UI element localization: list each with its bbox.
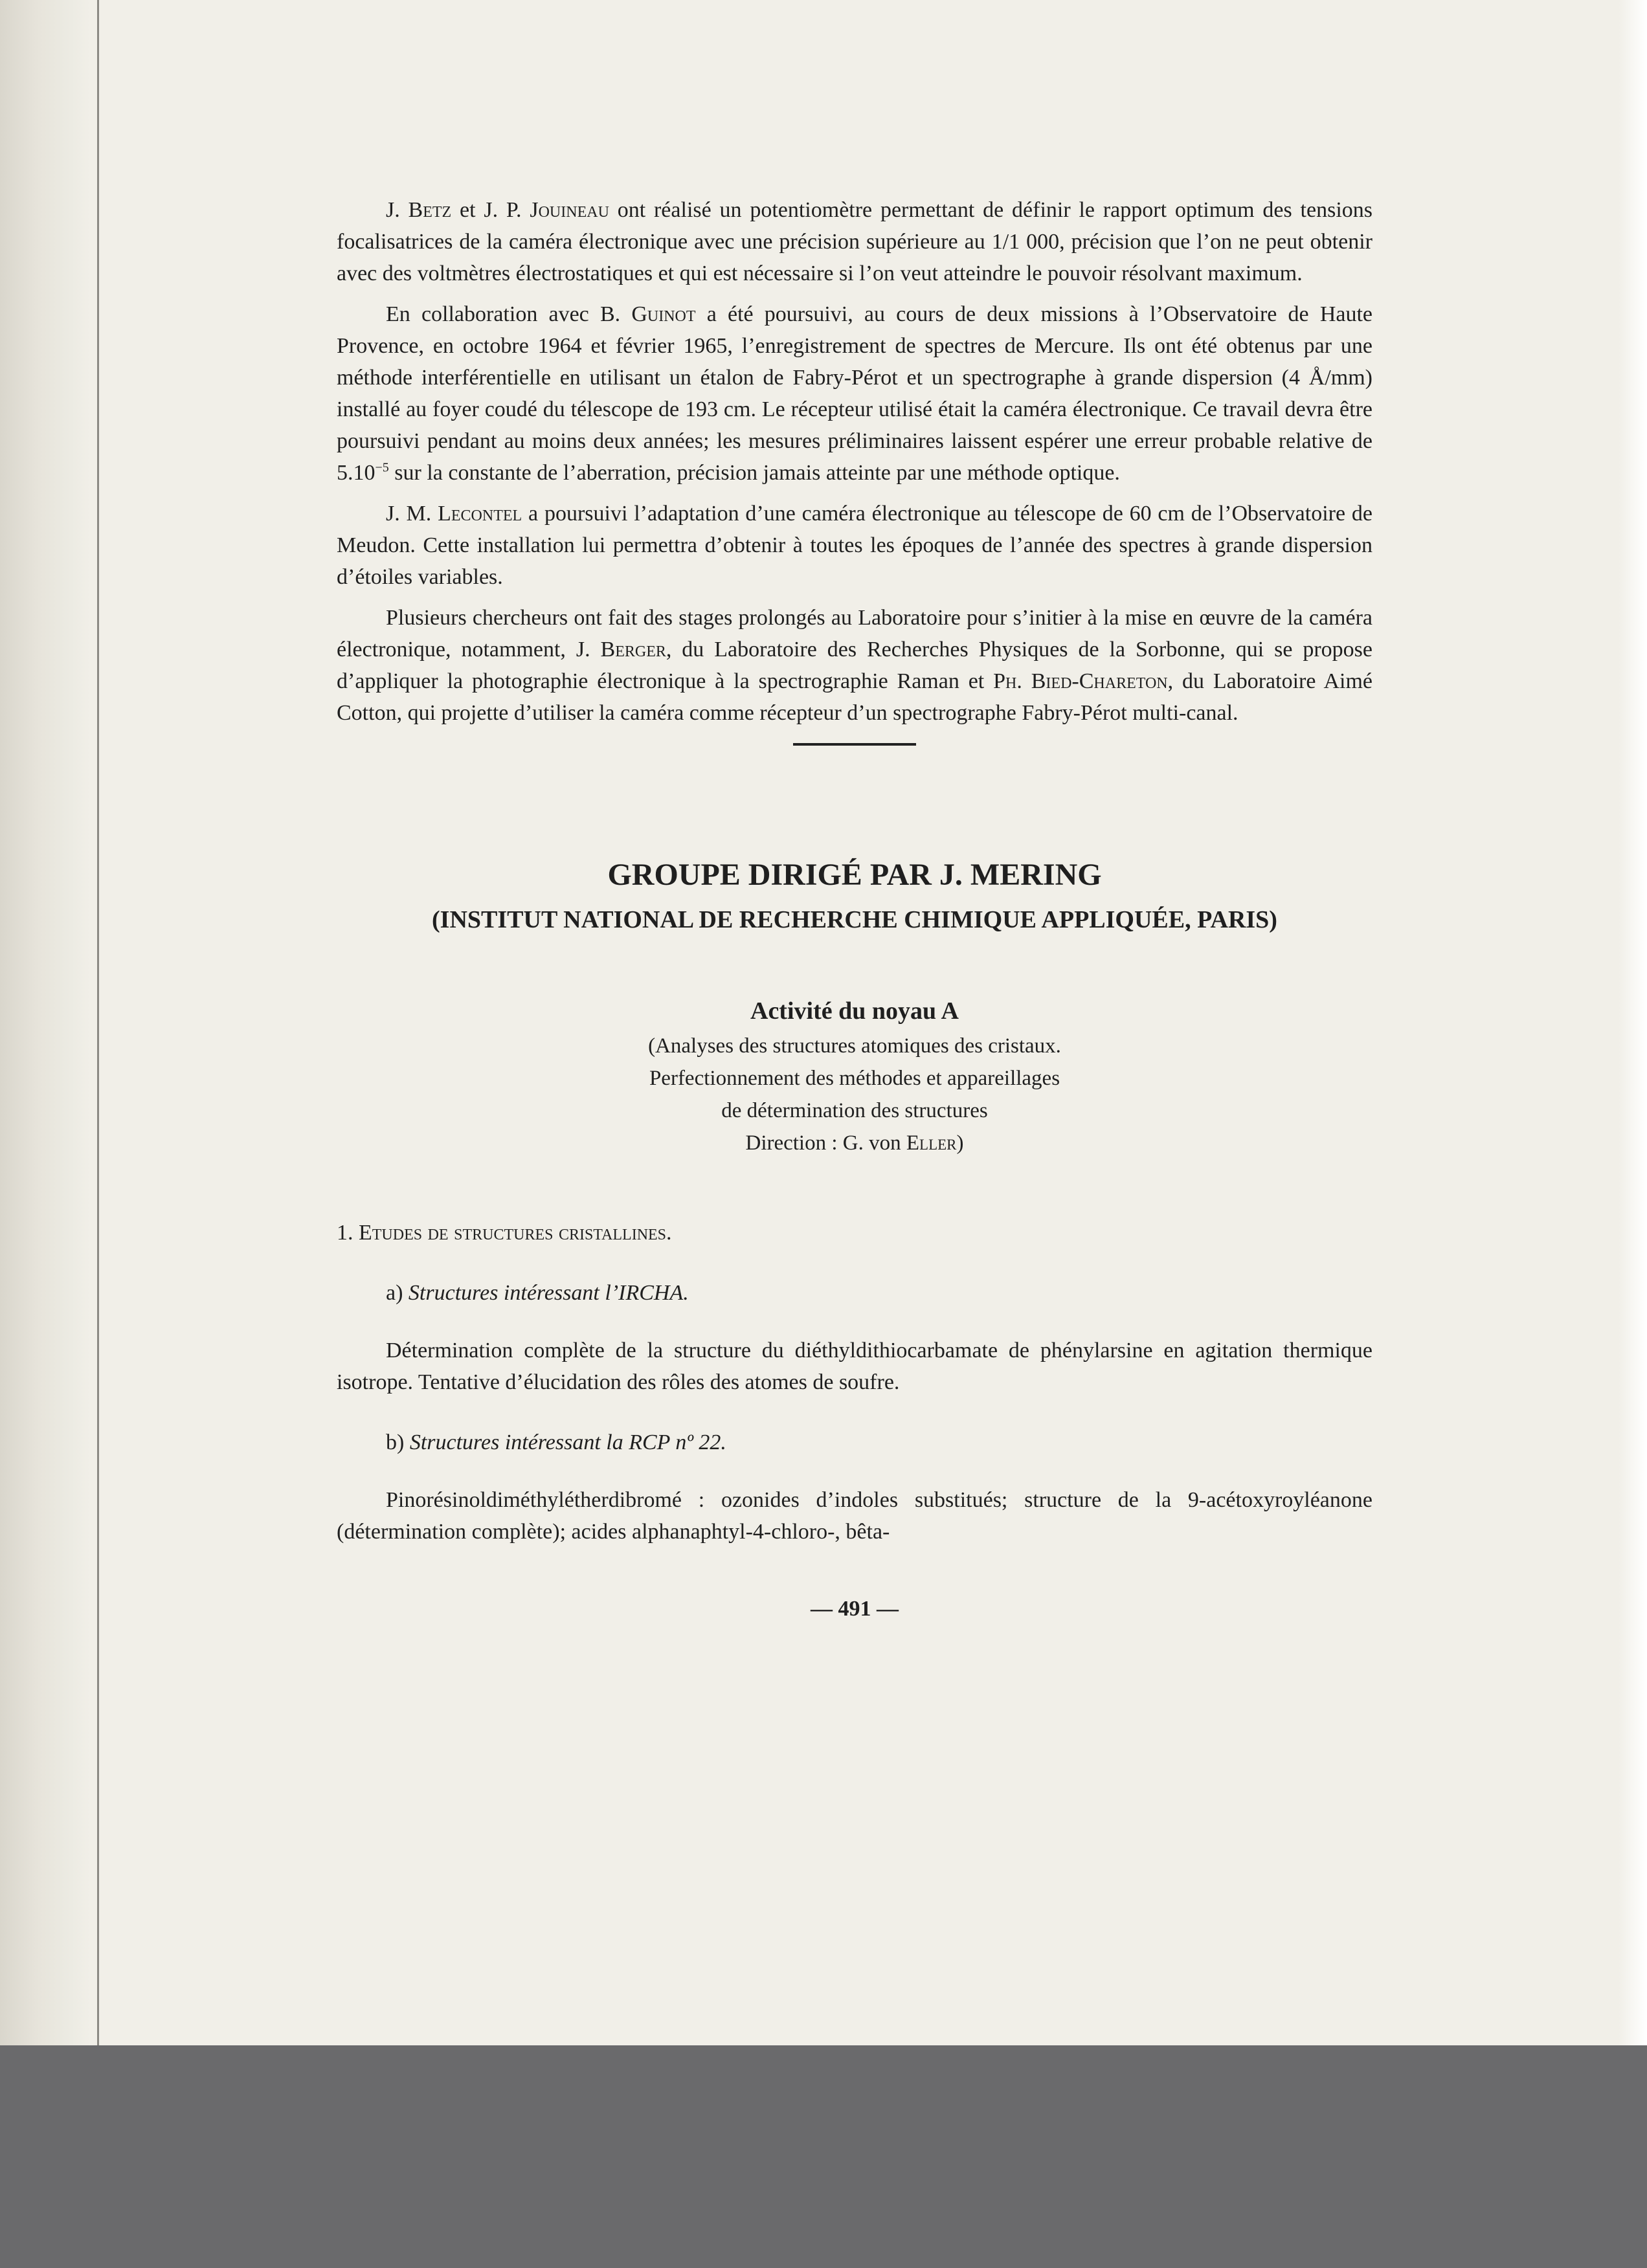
author-name: J. Berger xyxy=(576,638,666,662)
page-fold-shadow xyxy=(0,0,91,2045)
institute-name: (INSTITUT NATIONAL DE RECHERCHE CHIMIQUE APPLIQUÉE, PARIS) xyxy=(432,906,1277,933)
section-heading: 1. Etudes de structures cristallines. xyxy=(337,1221,672,1245)
paragraph-lecontel: J. M. Lecontel a poursuivi l’adaptation d’une caméra électronique au télescope de 60 cm de l’Observatoire de Meudon. Cette installation lui permettra d’obtenir à toutes les époques de l’année des spectres à grande dispersion d’étoiles variables. xyxy=(337,502,1372,589)
subsection-b-body: Pinorésinoldiméthylétherdibromé : ozonides d’indoles substitués; structure de la 9-acétoxyroyléanone (détermination complète); acides alphanaphtyl-4-chloro-, bêta- xyxy=(337,1488,1372,1544)
nucleus-description-line: Perfectionnement des méthodes et appareillages xyxy=(649,1067,1060,1090)
subsection-b-heading: b) Structures intéressant la RCP nº 22. xyxy=(386,1430,726,1454)
paragraph-betz-jouineau: J. Betz et J. P. Jouineau ont réalisé un potentiomètre permettant de définir le rapport optimum des tensions focalisatrices de la caméra électronique avec une précision supérieure au 1/1 000, précision que l’on ne peut obtenir avec des voltmètres électrostatiques et qui est nécessaire si l’on veut atteindre le pouvoir résolvant maximum. xyxy=(337,198,1373,285)
director-name: Eller xyxy=(906,1131,957,1155)
nucleus-direction: Direction : G. von Eller) xyxy=(745,1131,964,1155)
author-name: Ph. Bied-Chareton xyxy=(993,669,1168,693)
paragraph-guinot: En collaboration avec B. Guinot a été poursuivi, au cours de deux missions à l’Observatoire de Haute Provence, en octobre 1964 et février 1965, l’enregistrement de spectres de Mercure. Ils ont été obtenus par une méthode interférentielle en utilisant un étalon de Fabry-Pérot et un spectrographe à grande dispersion (4 Å/mm) installé au foyer coudé du télescope de 193 cm. Le récepteur utilisé était la caméra électronique. Ce travail devra être poursuivi pendant au moins deux années; les mesures préliminaires laissent espérer une erreur probable relative de $5.10^{-5}$ sur la constante de l’aberration, précision jamais atteinte par une méthode optique. xyxy=(337,302,1373,485)
paragraph-researchers: Plusieurs chercheurs ont fait des stages prolongés au Laboratoire pour s’initier à la mise en œuvre de la caméra électronique, notamment, J. Berger, du Laboratoire des Recherches Physiques de la Sorbonne, qui se propose d’appliquer la photographie électronique à la spectrographie Raman et Ph. Bied-Chareton, du Laboratoire Aimé Cotton, qui projette d’utiliser la caméra comme récepteur d’un spectrographe Fabry-Pérot multi-canal. xyxy=(337,606,1372,725)
nucleus-description-line: (Analyses des structures atomiques des cristaux. xyxy=(648,1034,1061,1058)
page-number: — 491 — xyxy=(811,1597,899,1621)
exponent: −5 xyxy=(375,460,389,475)
group-title: GROUPE DIRIGÉ PAR J. MERING xyxy=(607,858,1102,892)
author-name: B. Guinot xyxy=(599,302,696,326)
subsection-a-body: Détermination complète de la structure du diéthyldithiocarbamate de phénylarsine en agitation thermique isotrope. Tentative d’élucidation des rôles des atomes de soufre. xyxy=(337,1339,1372,1394)
page-edge xyxy=(1619,0,1647,2045)
nucleus-title: Activité du noyau A xyxy=(750,997,959,1025)
author-name: J. Betz xyxy=(386,198,452,222)
section-divider xyxy=(793,743,916,746)
page-gutter xyxy=(97,0,99,2045)
document-body xyxy=(337,194,1372,1625)
author-name: J. P. Jouineau xyxy=(484,198,609,222)
author-name: J. M. Lecontel xyxy=(386,502,522,526)
subsection-a-heading: a) Structures intéressant l’IRCHA. xyxy=(386,1281,689,1305)
nucleus-description-line: de détermination des structures xyxy=(721,1099,988,1122)
